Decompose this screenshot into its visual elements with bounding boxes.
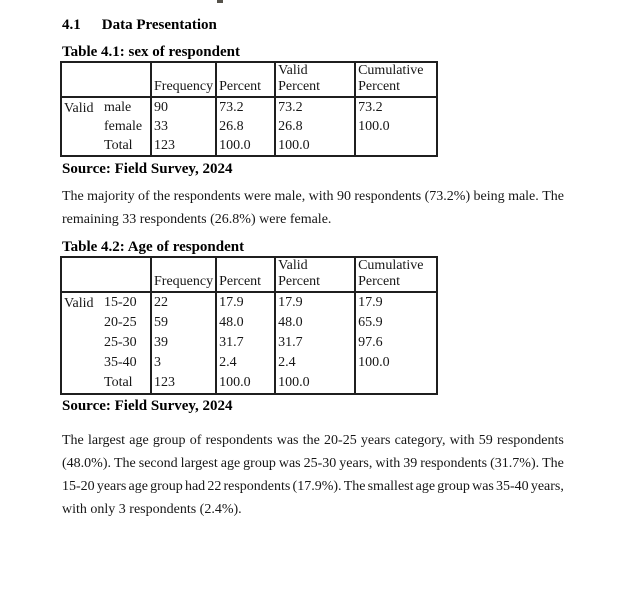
valid-percent-cell: 73.2 — [275, 97, 355, 117]
category-cell: 25-30 — [104, 335, 137, 350]
category-cell: male — [104, 99, 132, 115]
group-label-cell: Valid — [64, 296, 94, 311]
column-header-percent: Percent — [216, 257, 275, 292]
section-number: 4.1 — [62, 17, 81, 33]
column-header-cumulative-percent: Cumulative Percent — [355, 62, 437, 97]
percent-cell: 100.0 — [216, 373, 275, 394]
percent-cell: 31.7 — [216, 333, 275, 353]
percent-cell: 73.2 — [216, 97, 275, 117]
header-row — [61, 257, 437, 292]
column-header-frequency: Frequency — [151, 62, 216, 97]
frequency-cell: 59 — [151, 313, 216, 333]
table-row — [61, 333, 437, 353]
table-row — [61, 292, 437, 313]
percent-cell: 2.4 — [216, 353, 275, 373]
cumulative-percent-cell — [355, 373, 437, 394]
table-row — [61, 117, 437, 136]
valid-percent-cell: 100.0 — [275, 373, 355, 394]
category-cell: 35-40 — [104, 355, 137, 370]
frequency-cell: 39 — [151, 333, 216, 353]
column-header-percent: Percent — [216, 62, 275, 97]
frequency-cell: 90 — [151, 97, 216, 117]
paragraph-age-summary — [62, 429, 564, 521]
column-header-frequency: Frequency — [151, 257, 216, 292]
header-row — [61, 62, 437, 97]
table-row — [61, 373, 437, 394]
column-header-valid-percent: Valid Percent — [275, 62, 355, 97]
paragraph-line: The largest age group of respondents was the 20-25 years category, with 59 respondents — [62, 433, 564, 448]
table2-caption: Table 4.2: Age of respondent — [62, 239, 245, 255]
paragraph-line: 15-20 years age group had 22 respondents (17.9%). The smallest age group was 35-40 years, — [62, 479, 564, 494]
category-cell: 20-25 — [104, 315, 137, 330]
table-row — [61, 97, 437, 117]
table1-caption: Table 4.1: sex of respondent — [62, 44, 240, 60]
paragraph-line: (48.0%). The second largest age group was 25-30 years, with 39 respondents (31.7%). The — [62, 456, 564, 471]
paragraph-line: remaining 33 respondents (26.8%) were female. — [62, 212, 332, 227]
frequency-cell: 123 — [151, 373, 216, 394]
valid-percent-cell: 17.9 — [275, 292, 355, 313]
group-label-cell: Valid — [64, 101, 94, 116]
valid-percent-cell: 31.7 — [275, 333, 355, 353]
cumulative-percent-cell: 97.6 — [355, 333, 437, 353]
table-row — [61, 353, 437, 373]
cumulative-percent-cell: 17.9 — [355, 292, 437, 313]
empty-header-cell — [61, 62, 151, 97]
cumulative-percent-cell — [355, 136, 437, 156]
cumulative-percent-cell: 65.9 — [355, 313, 437, 333]
valid-percent-cell: 48.0 — [275, 313, 355, 333]
age-of-respondent-table — [60, 256, 438, 395]
category-cell: Total — [104, 137, 133, 153]
column-header-cumulative-percent: Cumulative Percent — [355, 257, 437, 292]
valid-percent-cell: 100.0 — [275, 136, 355, 156]
cumulative-percent-cell: 100.0 — [355, 353, 437, 373]
table-row — [61, 136, 437, 156]
cumulative-percent-cell: 100.0 — [355, 117, 437, 136]
percent-cell: 48.0 — [216, 313, 275, 333]
paragraph-line: with only 3 respondents (2.4%). — [62, 502, 242, 517]
valid-percent-cell: 26.8 — [275, 117, 355, 136]
empty-header-cell — [61, 257, 151, 292]
frequency-cell: 3 — [151, 353, 216, 373]
paragraph-sex-summary — [62, 185, 564, 231]
table2-source-line: Source: Field Survey, 2024 — [62, 398, 233, 414]
category-cell: 15-20 — [104, 295, 137, 310]
frequency-cell: 33 — [151, 117, 216, 136]
frequency-cell: 123 — [151, 136, 216, 156]
table-row — [61, 313, 437, 333]
page-edge-artifact — [217, 0, 223, 3]
frequency-cell: 22 — [151, 292, 216, 313]
valid-percent-cell: 2.4 — [275, 353, 355, 373]
percent-cell: 17.9 — [216, 292, 275, 313]
table1-source-line: Source: Field Survey, 2024 — [62, 161, 233, 177]
category-cell: female — [104, 118, 143, 134]
section-title: Data Presentation — [101, 17, 217, 33]
column-header-valid-percent: Valid Percent — [275, 257, 355, 292]
cumulative-percent-cell: 73.2 — [355, 97, 437, 117]
category-cell: Total — [104, 375, 133, 390]
sex-of-respondent-table — [60, 61, 438, 157]
section-heading — [62, 16, 564, 35]
percent-cell: 100.0 — [216, 136, 275, 156]
percent-cell: 26.8 — [216, 117, 275, 136]
paragraph-line: The majority of the respondents were male, with 90 respondents (73.2%) being male. The — [62, 189, 564, 204]
